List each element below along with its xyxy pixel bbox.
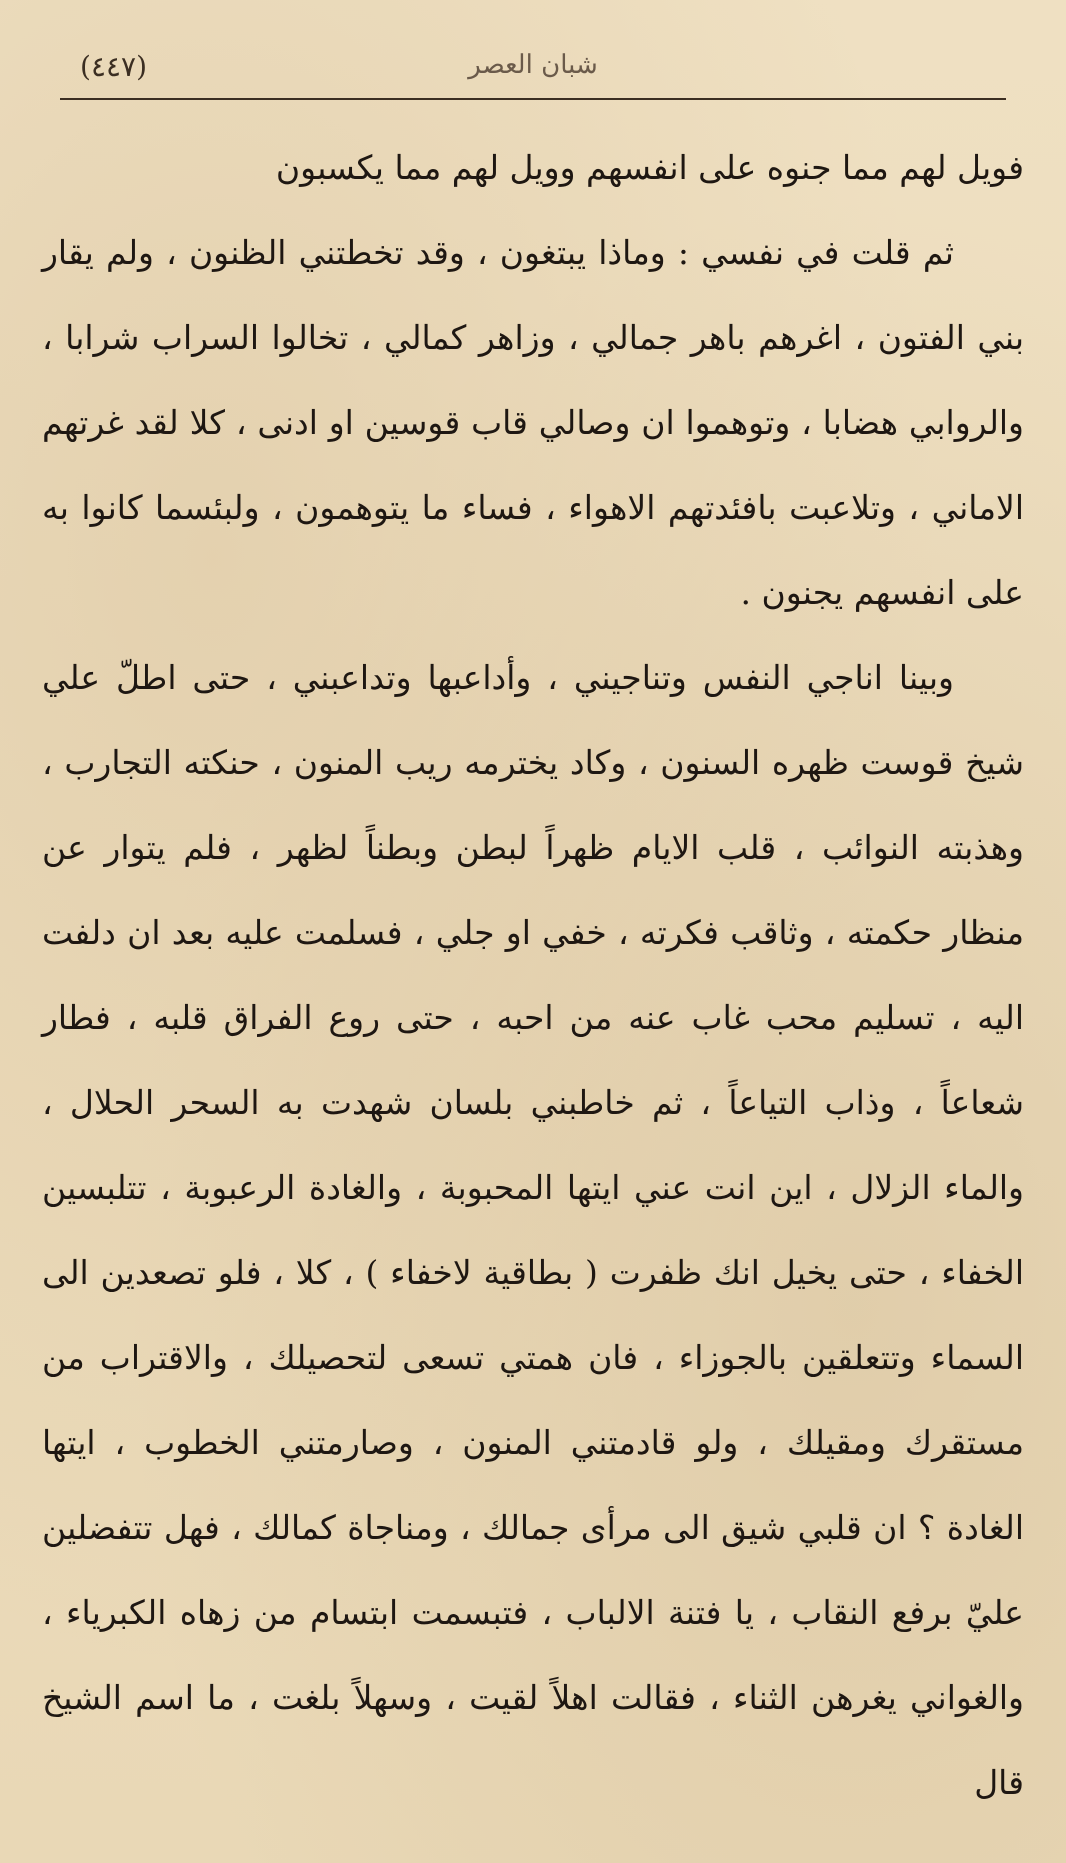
paragraph-1: فويل لهم مما جنوه على انفسهم وويل لهم مما يكسبون (275, 148, 1024, 187)
page-header (60, 40, 1006, 100)
paragraph-2: ثم قلت في نفسي : وماذا يبتغون ، وقد تخطتني الظنون ، ولم يقار بني الفتون ، اغرهم باهر جمالي ، وزاهر كمالي ، تخالوا السراب شرابا ، والروابي هضابا ، وتوهموا ان وصالي قاب قوسين او ادنى ، كلا لقد غرتهم الاماني ، وتلاعبت بافئدتهم الاهواء ، فساء ما يتوهمون ، ولبئسما كانوا به على انفسهم يجنون . (42, 233, 1024, 612)
body-text (42, 125, 1024, 1825)
page-number: (٤٤٧) (80, 50, 147, 83)
header-rule (60, 98, 1006, 100)
running-title: شبان العصر (468, 50, 598, 80)
paragraph-3: وبينا اناجي النفس وتناجيني ، وأداعبها وتداعبني ، حتى اطلّ علي شيخ قوست ظهره السنون ، وكاد يخترمه ريب المنون ، حنكته التجارب ، وهذبته النوائب ، قلب الايام ظهراً لبطن وبطناً لظهر ، فلم يتوار عن منظار حكمته ، وثاقب فكرته ، خفي او جلي ، فسلمت عليه بعد ان دلفت اليه ، تسليم محب غاب عنه من احبه ، حتى روع الفراق قلبه ، فطار شعاعاً ، وذاب التياعاً ، ثم خاطبني بلسان شهدت به السحر الحلال ، والماء الزلال ، اين انت عني ايتها المحبوبة ، والغادة الرعبوبة ، تتلبسين الخفاء ، حتى يخيل انك ظفرت ( بطاقية لاخفاء ) ، كلا ، فلو تصعدين الى السماء وتتعلقين بالجوزاء ، فان همتي تسعى لتحصيلك ، والاقتراب من مستقرك ومقيلك ، ولو قادمتني المنون ، وصارمتني الخطوب ، ايتها الغادة ؟ ان قلبي شيق الى مرأى جمالك ، ومناجاة كمالك ، فهل تتفضلين عليّ برفع النقاب ، يا فتنة الالباب ، فتبسمت ابتسام من زهاه الكبرياء ، والغواني يغرهن الثناء ، فقالت اهلاً لقيت ، وسهلاً بلغت ، ما اسم الشيخ قال (42, 658, 1024, 1802)
